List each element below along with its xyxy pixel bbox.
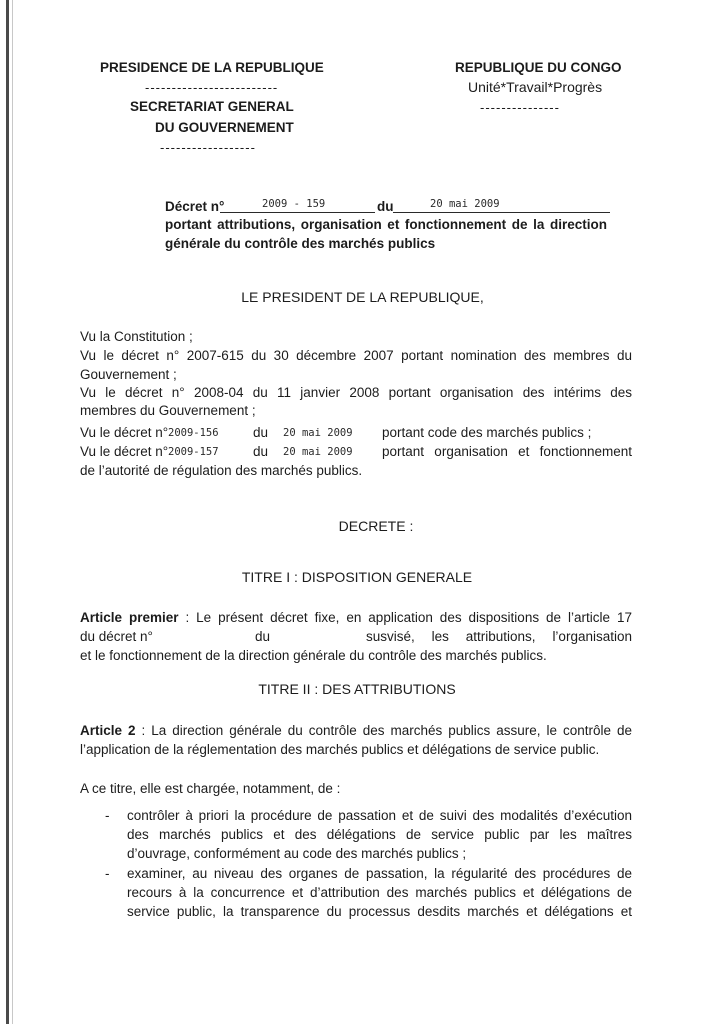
list-item-line: service public, la transparence du processus desdits marchés et délégations et — [127, 904, 632, 919]
header-left-rule-1: ------------------------- — [145, 80, 279, 95]
visa-text: portant code des marchés publics ; — [382, 425, 592, 440]
presidence-title: PRESIDENCE DE LA REPUBLIQUE — [100, 60, 324, 75]
visa-line: membres du Gouvernement ; — [80, 403, 256, 418]
decrete-heading: DECRETE : — [338, 518, 414, 534]
article-1-line: et le fonctionnement de la direction générale du contrôle des marchés publics. — [80, 648, 547, 663]
decree-date-field — [393, 194, 610, 213]
visa-decree-number: 2009-157 — [168, 446, 219, 458]
article-2-line: l’application de la réglementation des marchés publics et délégations de service public. — [80, 742, 600, 757]
visa-line-code-decree — [0, 424, 725, 441]
titre-2-heading: TITRE II : DES ATTRIBUTIONS — [258, 681, 456, 697]
visa-line: Vu le décret n° 2008-04 du 11 janvier 2008 portant organisation des intérims des — [80, 385, 632, 400]
header-left-rule-2: ------------------ — [160, 140, 256, 155]
decree-subject-line: portant attributions, organisation et fonctionnement de la direction — [165, 217, 607, 232]
visa-line: Vu la Constitution ; — [80, 329, 193, 344]
list-item-line: examiner, au niveau des organes de passation, la régularité des procédures de — [127, 866, 632, 881]
scan-edge-dark — [6, 0, 9, 1024]
article-1-text: susvisé, les attributions, l’organisation — [366, 629, 632, 644]
government-title: DU GOUVERNEMENT — [155, 120, 294, 135]
visa-decree-date: 20 mai 2009 — [283, 427, 353, 439]
article-2-label: Article 2 — [80, 723, 136, 738]
article-1-du: du — [255, 629, 271, 644]
header-right-rule: --------------- — [480, 100, 560, 115]
titre-1-heading: TITRE I : DISPOSITION GENERALE — [241, 569, 473, 585]
decree-date-label: du — [377, 199, 394, 214]
article-1-decree-ref: du décret n° — [80, 629, 153, 644]
list-bullet: - — [105, 866, 110, 881]
article-1-line — [80, 609, 632, 626]
missions-intro: A ce titre, elle est chargée, notamment, de : — [80, 781, 341, 796]
decree-number-field — [220, 194, 375, 213]
visa-du: du — [253, 425, 269, 440]
visa-line: Vu le décret n° 2007-615 du 30 décembre 2007 portant nomination des membres du — [80, 348, 632, 363]
visa-text: portant organisation et fonctionnement — [382, 444, 632, 459]
visa-decree-number: 2009-156 — [168, 427, 219, 439]
visa-du: du — [253, 444, 269, 459]
article-1-text: : Le présent décret fixe, en application des dispositions de l’article 17 — [185, 610, 632, 625]
country-title: REPUBLIQUE DU CONGO — [455, 60, 622, 75]
list-item-line: des marchés publics et des délégations de service public par les maîtres — [127, 827, 632, 842]
article-1-line — [0, 628, 725, 645]
visa-line-authority-decree — [0, 443, 725, 460]
scan-edge-light — [12, 0, 13, 1024]
decree-number: 2009 - 159 — [262, 198, 326, 210]
visa-prefix: Vu le décret n° — [80, 425, 169, 440]
visa-line: Gouvernement ; — [80, 367, 177, 382]
article-1-label: Article premier — [80, 610, 179, 625]
list-item-line: recours à la concurrence et d’attribution des marchés publics et délégations de — [127, 885, 632, 900]
president-heading: LE PRESIDENT DE LA REPUBLIQUE, — [241, 289, 484, 305]
visa-decree-date: 20 mai 2009 — [283, 446, 353, 458]
visa-prefix: Vu le décret n° — [80, 444, 169, 459]
article-2-text: : La direction générale du contrôle des marchés publics assure, le contrôle de — [141, 723, 632, 738]
list-item-line: contrôler à priori la procédure de passation et de suivi des modalités d’exécution — [127, 808, 632, 823]
article-2-line — [80, 722, 632, 739]
decree-date: 20 mai 2009 — [430, 198, 500, 210]
list-bullet: - — [105, 808, 110, 823]
country-motto: Unité*Travail*Progrès — [468, 79, 603, 95]
decree-label: Décret n° — [165, 199, 225, 214]
secretariat-title: SECRETARIAT GENERAL — [130, 99, 294, 114]
visa-line: de l’autorité de régulation des marchés publics. — [80, 463, 363, 478]
decree-subject-line: générale du contrôle des marchés publics — [165, 236, 436, 251]
list-item-line: d’ouvrage, conformément au code des marchés publics ; — [127, 846, 467, 861]
